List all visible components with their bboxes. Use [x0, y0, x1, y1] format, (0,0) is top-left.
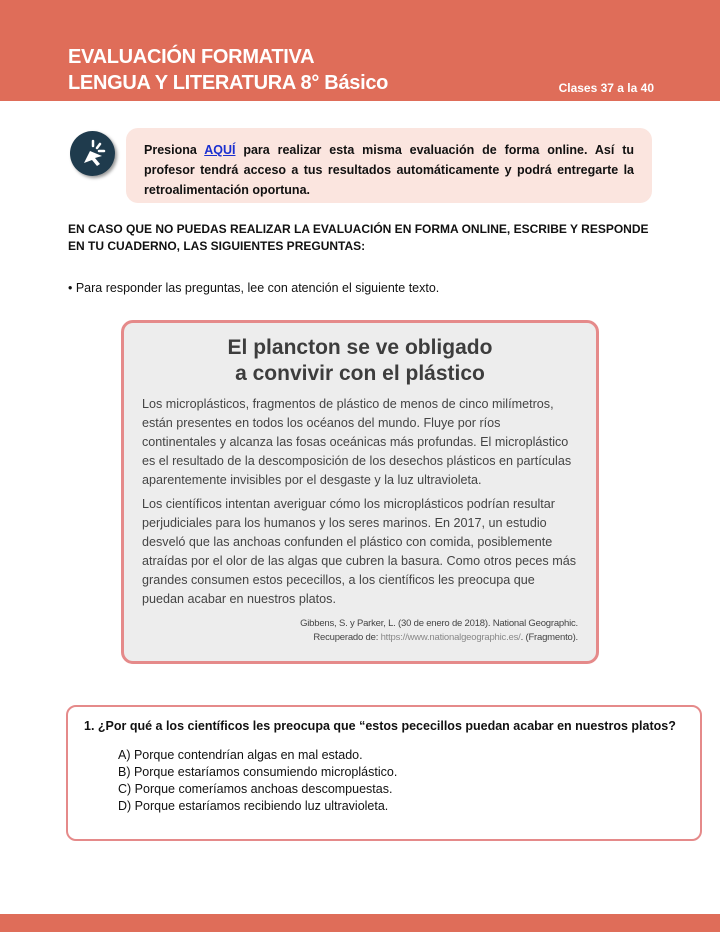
notice-post: para realizar esta misma evaluación de forma online. Así tu profesor tendrá acceso a tus resultados automáticamente y podrá entregarte la retroalimentación oportuna.: [144, 143, 635, 197]
option-d: D) Porque estaríamos recibiendo luz ultravioleta.: [118, 799, 389, 813]
title-line-2: LENGUA Y LITERATURA 8° Básico: [68, 72, 389, 94]
option-c: C) Porque comeríamos anchoas descompuestas.: [118, 782, 393, 796]
notice-pre: Presiona: [144, 143, 205, 157]
option-a: A) Porque contendrían algas en mal estado.: [118, 748, 363, 762]
instructions: EN CASO QUE NO PUEDAS REALIZAR LA EVALUACIÓN EN FORMA ONLINE, ESCRIBE Y RESPONDE EN TU CUADERNO, LAS SIGUIENTES PREGUNTAS:: [68, 222, 649, 253]
reading-title-2: a convivir con el plástico: [235, 362, 485, 385]
page-title: [68, 44, 388, 96]
citation-label: Recuperado de:: [313, 632, 381, 643]
citation-end: . (Fragmento).: [520, 632, 578, 643]
footer-bar: [0, 914, 720, 932]
aqui-link[interactable]: AQUÍ: [204, 143, 236, 157]
question-1: [66, 705, 702, 841]
option-b: B) Porque estaríamos consumiendo microplástico.: [118, 765, 398, 779]
reading-paragraph-1: Los microplásticos, fragmentos de plástico de menos de cinco milímetros, están presentes en todos los océanos del mundo. Fluye por ríos continentales y alcanza las fosas oceánicas más profundas. El microplástico es el resultado de la descomposición de los desechos plásticos en partículas aparentemente invisibles por el desgaste y la luz ultravioleta.: [142, 397, 572, 487]
title-line-1: EVALUACIÓN FORMATIVA: [68, 46, 315, 68]
question-text: 1. ¿Por qué a los científicos les preocupa que “estos pececillos puedan acabar en nuestros platos?: [84, 719, 676, 733]
online-notice: [126, 128, 652, 203]
citation-line-1: Gibbens, S. y Parker, L. (30 de enero de 2018). National Geographic.: [300, 618, 578, 629]
reading-box: [121, 320, 599, 664]
reading-title: [142, 335, 578, 387]
citation: [142, 617, 578, 645]
citation-url: https://www.nationalgeographic.es/: [380, 632, 521, 643]
reading-paragraph-2: Los científicos intentan averiguar cómo los microplásticos podrían resultar perjudiciales para los humanos y los seres marinos. En 2017, un estudio desveló que las anchoas confunden el plástico con comida, posiblemente atraídas por el olor de las algas que cubren la basura. Como otros peces más grandes consumen estos pececillos, a los científicos les preocupa que puedan acabar en nuestros platos.: [142, 497, 577, 606]
reading-instruction: • Para responder las preguntas, lee con atención el siguiente texto.: [68, 281, 440, 295]
reading-title-1: El plancton se ve obligado: [227, 336, 493, 359]
classes-label: Clases 37 a la 40: [558, 81, 654, 95]
header-banner: [0, 0, 720, 101]
cursor-click-icon[interactable]: [70, 131, 115, 176]
